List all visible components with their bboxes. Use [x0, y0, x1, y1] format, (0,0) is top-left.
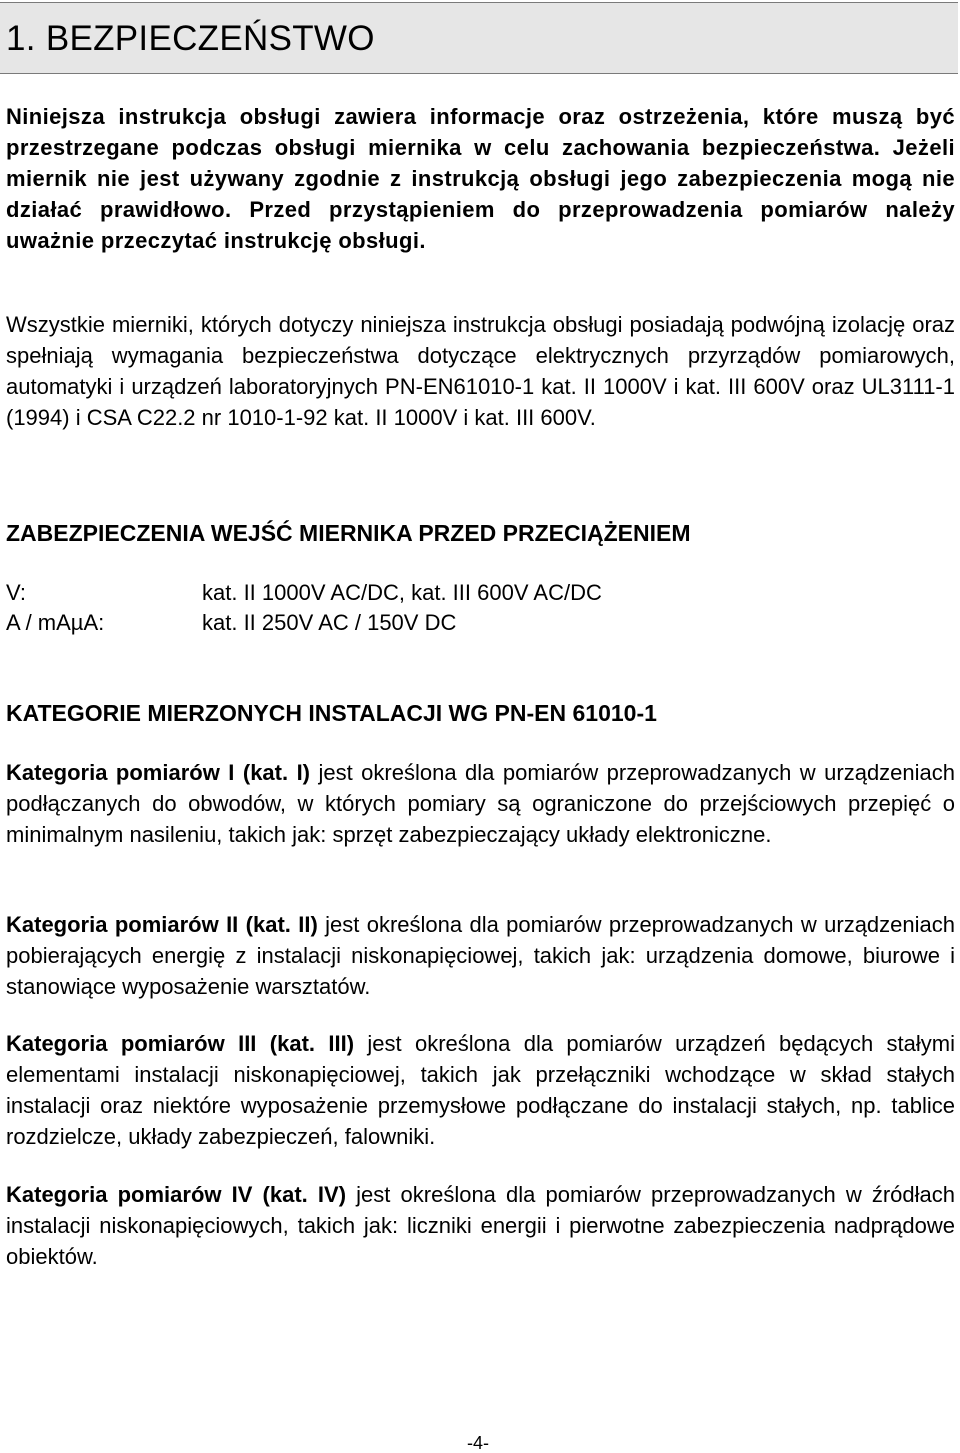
category-item-4: [6, 1179, 955, 1272]
category-description: jest określona dla pomiarów urządzeń będących stałymi elementami instalacji niskonapięciowej, takich jak przełączniki wchodzące w skład stałych instalacji oraz niektóre wyposażenie przemysłowe podłączane do instalacji stałych, np. tablice rozdzielcze, układy zabezpieczeń, falowniki.: [6, 1031, 955, 1149]
category-title: Kategoria pomiarów I (kat. I): [6, 760, 311, 785]
protection-row-voltage: [6, 582, 602, 604]
category-title: Kategoria pomiarów III (kat. III): [6, 1031, 355, 1056]
protection-value: kat. II 250V AC / 150V DC: [202, 610, 457, 635]
section-title-bar: [0, 2, 958, 74]
category-title: Kategoria pomiarów IV (kat. IV): [6, 1182, 347, 1207]
category-description: jest określona dla pomiarów przeprowadzanych w źródłach instalacji niskonapięciowych, takich jak: liczniki energii i pierwotne zabezpieczenia nadprądowe obiektów.: [6, 1182, 956, 1269]
category-title: Kategoria pomiarów II (kat. II): [6, 912, 318, 937]
protection-value: kat. II 1000V AC/DC, kat. III 600V AC/DC: [202, 580, 602, 605]
section-title: 1. BEZPIECZEŃSTWO: [6, 19, 375, 58]
category-item-2: [6, 909, 955, 1002]
protection-label: A / mAµA:: [6, 610, 105, 635]
categories-heading: KATEGORIE MIERZONYCH INSTALACJI WG PN-EN 61010-1: [6, 700, 657, 726]
category-item-1: [6, 757, 955, 850]
intro-warning-paragraph: Niniejsza instrukcja obsługi zawiera informacje oraz ostrzeżenia, które muszą być przestrzegane podczas obsługi miernika w celu zachowania bezpieczeństwa. Jeżeli miernik nie jest używany zgodnie z instrukcją obsługi jego zabezpieczenia mogą nie działać prawidłowo. Przed przystąpieniem do przeprowadzenia pomiarów należy uważnie przeczytać instrukcję obsługi.: [6, 104, 955, 253]
category-item-3: [6, 1028, 955, 1152]
protection-label: V:: [6, 580, 26, 605]
category-description: jest określona dla pomiarów przeprowadzanych w urządzeniach podłączanych do obwodów, w których pomiary są ograniczone do przejściowych przepięć o minimalnym nasileniu, takich jak: sprzęt zabezpieczający układy elektroniczne.: [6, 760, 956, 847]
standards-paragraph: Wszystkie mierniki, których dotyczy niniejsza instrukcja obsługi posiadają podwójną izolację oraz spełniają wymagania bezpieczeństwa dotyczące elektrycznych przyrządów pomiarowych, automatyki i urządzeń laboratoryjnych PN-EN61010-1 kat. II 1000V i kat. III 600V oraz UL3111-1 (1994) i CSA C22.2 nr 1010-1-92 kat. II 1000V i kat. III 600V.: [6, 312, 955, 430]
page-number: -4-: [467, 1433, 489, 1453]
protection-heading: ZABEZPIECZENIA WEJŚĆ MIERNIKA PRZED PRZECIĄŻENIEM: [6, 520, 691, 546]
category-description: jest określona dla pomiarów przeprowadzanych w urządzeniach pobierających energię z instalacji niskonapięciowej, takich jak: urządzenia domowe, biurowe i stanowiące wyposażenie warsztatów.: [6, 912, 955, 999]
protection-row-current: [6, 612, 456, 634]
